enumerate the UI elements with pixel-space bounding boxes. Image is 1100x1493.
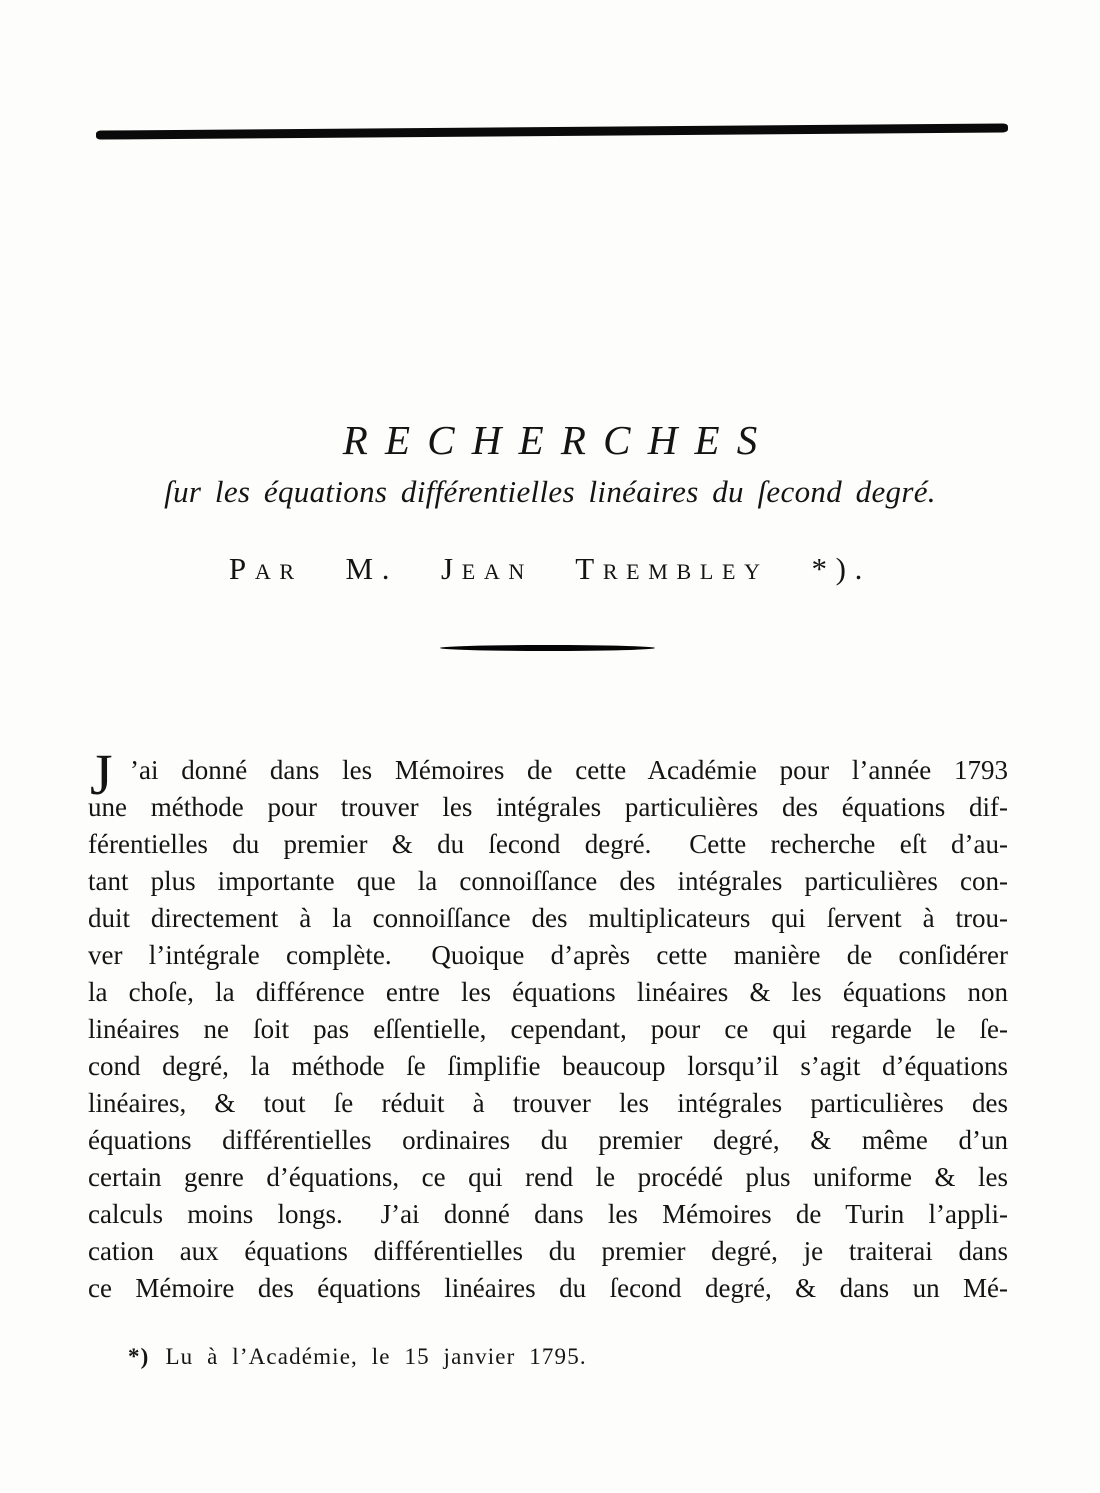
page-subtitle: ſur les équations différentielles linéaires du ſecond degré. xyxy=(164,474,936,509)
footnote-marker: *) xyxy=(128,1344,150,1369)
top-rule xyxy=(96,123,1008,139)
text-line: duit directement à la connoiſſance des multiplicateurs qui ſervent à trou- xyxy=(88,903,1008,933)
text-line: ver l’intégrale complète. Quoique d’après cette manière de conſidérer xyxy=(88,940,1008,970)
page-title: RECHERCHES xyxy=(342,417,775,463)
text-line: la choſe, la différence entre les équations linéaires & les équations non xyxy=(88,977,1008,1007)
author-byline: Par M. Jean Trembley *). xyxy=(228,551,872,586)
footnote xyxy=(128,1344,587,1370)
text-line: ce Mémoire des équations linéaires du ſecond degré, & dans un Mé- xyxy=(88,1273,1008,1303)
text-line: cond degré, la méthode ſe ſimplifie beaucoup lorsqu’il s’agit d’équations xyxy=(88,1051,1008,1081)
section-divider xyxy=(440,645,655,651)
text-line: une méthode pour trouver les intégrales particulières des équations dif- xyxy=(88,792,1008,822)
body-paragraph xyxy=(88,742,1008,1307)
footnote-text: Lu à l’Académie, le 15 janvier 1795. xyxy=(165,1344,587,1369)
dropcap-initial: J xyxy=(90,742,113,807)
text-line: certain genre d’équations, ce qui rend le procédé plus uniforme & les xyxy=(88,1162,1008,1192)
text-line: tant plus importante que la connoiſſance des intégrales particulières con- xyxy=(88,866,1008,896)
text-line: calculs moins longs. J’ai donné dans les Mémoires de Turin l’appli- xyxy=(88,1199,1008,1229)
text-line: férentielles du premier & du ſecond degré. Cette recherche eſt d’au- xyxy=(88,829,1008,859)
text-line-first-content: ’ai donné dans les Mémoires de cette Académie pour l’année 1793 xyxy=(130,755,1008,785)
text-line: linéaires ne ſoit pas eſſentielle, cependant, pour ce qui regarde le ſe- xyxy=(88,1014,1008,1044)
text-line: cation aux équations différentielles du premier degré, je traiterai dans xyxy=(88,1236,1008,1266)
text-line: équations différentielles ordinaires du premier degré, & même d’un xyxy=(88,1125,1008,1155)
text-line: linéaires, & tout ſe réduit à trouver les intégrales particulières des xyxy=(88,1088,1008,1118)
body-lines-container xyxy=(88,789,1008,1307)
